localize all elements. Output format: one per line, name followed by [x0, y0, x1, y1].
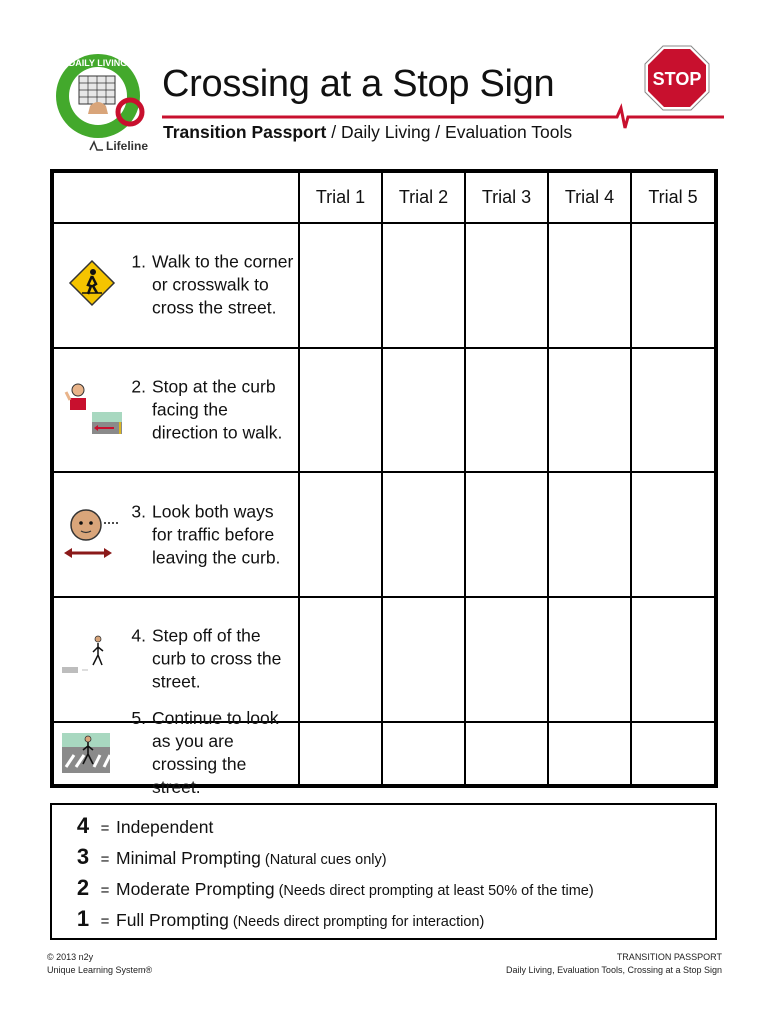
trial-cell[interactable]	[548, 597, 631, 722]
table-row	[54, 348, 714, 473]
trial-cell[interactable]	[465, 722, 548, 784]
step-text: Step off of the curb to cross the street.	[152, 625, 282, 692]
trial-cell[interactable]	[382, 472, 465, 597]
trial-cell[interactable]	[299, 597, 382, 722]
trial-cell[interactable]	[299, 472, 382, 597]
trial-cell[interactable]	[548, 472, 631, 597]
step-cell	[54, 472, 299, 597]
daily-living-lifeline-logo	[52, 46, 162, 156]
breadcrumb	[163, 122, 572, 143]
footer-brand-line: Unique Learning System®	[47, 965, 153, 975]
column-header: Trial 5	[631, 173, 714, 223]
legend-label: Full Prompting	[116, 910, 229, 930]
svg-text:STOP: STOP	[652, 69, 702, 89]
step-text: Stop at the curb facing the direction to walk.	[152, 376, 283, 443]
legend-equals: =	[100, 913, 110, 930]
trial-cell[interactable]	[548, 223, 631, 348]
legend-score: 2	[76, 875, 90, 900]
legend-item	[72, 813, 217, 839]
scoring-legend	[50, 803, 717, 940]
legend-label: Independent	[116, 817, 214, 837]
svg-text:DAILY LIVING: DAILY LIVING	[68, 58, 128, 68]
trial-cell[interactable]	[548, 722, 631, 784]
legend-equals: =	[100, 820, 110, 837]
breadcrumb-rest: / Daily Living / Evaluation Tools	[326, 122, 573, 142]
step-number: 4.	[131, 625, 146, 646]
footer-copyright	[47, 951, 152, 977]
trial-cell[interactable]	[465, 472, 548, 597]
table-header-row	[54, 173, 714, 223]
column-header: Trial 4	[548, 173, 631, 223]
footer-copyright-line: © 2013 n2y	[47, 952, 94, 962]
table-row	[54, 597, 714, 722]
legend-item	[72, 844, 387, 870]
step-number: 1.	[131, 251, 146, 272]
footer-document-info	[506, 951, 722, 977]
table-row	[54, 223, 714, 348]
step-off-curb-icon	[62, 627, 122, 691]
person-at-curb-icon	[62, 378, 122, 442]
step-cell	[54, 708, 299, 798]
trial-cell[interactable]	[631, 223, 714, 348]
trial-cell[interactable]	[631, 597, 714, 722]
column-header: Trial 2	[382, 173, 465, 223]
evaluation-table	[50, 169, 718, 798]
step-cell	[54, 223, 299, 348]
legend-score: 4	[76, 813, 90, 838]
trial-cell[interactable]	[631, 348, 714, 473]
footer-series-line: TRANSITION PASSPORT	[616, 952, 722, 962]
trial-cell[interactable]	[299, 348, 382, 473]
legend-item	[72, 875, 594, 901]
step-cell	[54, 348, 299, 473]
trial-cell[interactable]	[382, 722, 465, 784]
trial-cell[interactable]	[382, 597, 465, 722]
legend-note: (Needs direct prompting for interaction)	[232, 914, 485, 930]
legend-score: 1	[76, 906, 90, 931]
trial-cell[interactable]	[465, 597, 548, 722]
trial-cell[interactable]	[382, 223, 465, 348]
crossing-street-icon	[62, 721, 122, 785]
look-both-ways-icon	[62, 503, 122, 567]
legend-note: (Needs direct prompting at least 50% of the time)	[278, 883, 594, 899]
footer-path-line: Daily Living, Evaluation Tools, Crossing at a Stop Sign	[506, 965, 722, 975]
table-row	[54, 722, 714, 784]
step-text: Look both ways for traffic before leaving the curb.	[152, 501, 281, 568]
breadcrumb-bold: Transition Passport	[163, 122, 327, 142]
legend-note: (Natural cues only)	[264, 852, 387, 868]
legend-label: Minimal Prompting	[116, 848, 261, 868]
trial-cell[interactable]	[465, 348, 548, 473]
legend-item	[72, 906, 484, 932]
legend-equals: =	[100, 882, 110, 899]
page-title: Crossing at a Stop Sign	[162, 63, 555, 105]
header-blank-cell	[54, 173, 299, 223]
svg-text:Lifeline: Lifeline	[106, 139, 149, 153]
step-number: 5.	[131, 708, 146, 729]
step-cell	[54, 597, 299, 722]
step-text: Walk to the corner or crosswalk to cross the street.	[152, 251, 294, 318]
pedestrian-crossing-sign-icon	[62, 253, 122, 317]
step-number: 2.	[131, 376, 146, 397]
table-row	[54, 472, 714, 597]
trial-cell[interactable]	[465, 223, 548, 348]
trial-cell[interactable]	[299, 223, 382, 348]
legend-score: 3	[76, 844, 90, 869]
stop-sign-icon	[644, 45, 710, 111]
trial-cell[interactable]	[631, 472, 714, 597]
step-number: 3.	[131, 501, 146, 522]
trial-cell[interactable]	[631, 722, 714, 784]
column-header: Trial 1	[299, 173, 382, 223]
trial-cell[interactable]	[382, 348, 465, 473]
trial-cell[interactable]	[548, 348, 631, 473]
trial-cell[interactable]	[299, 722, 382, 784]
legend-label: Moderate Prompting	[116, 879, 275, 899]
step-text: Continue to look as you are crossing the street.	[152, 708, 279, 798]
column-header: Trial 3	[465, 173, 548, 223]
legend-equals: =	[100, 851, 110, 868]
